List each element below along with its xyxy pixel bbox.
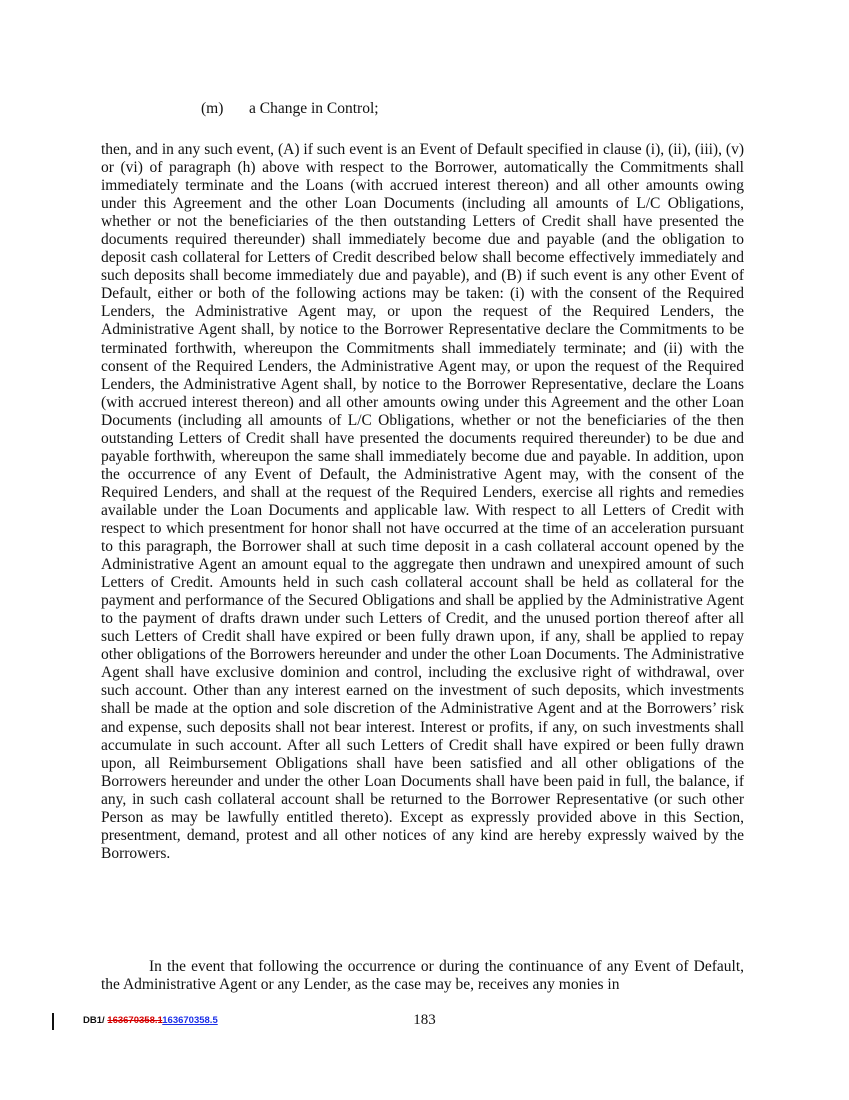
remedies-paragraph: then, and in any such event, (A) if such event is an Event of Default specified in clause (i), (ii), (iii), (v) or (vi) of paragraph (h) above with respect to the Borrower, automatically the Commitments shall immediately terminate and the Loans (with accrued interest thereon) and all other amounts owing under this Agreement and the other Loan Documents (including all amounts of L/C Obligations, whether or not the beneficiaries of the then outstanding Letters of Credit shall have presented the documents required thereunder) shall immediately become due and payable (and the obligation to deposit cash collateral for Letters of Credit described below shall become effectively immediately and such deposits shall become immediately due and payable), and (B) if such event is any other Event of Default, either or both of the following actions may be taken: (i) with the consent of the Required Lenders, the Administrative Agent may, or upon the request of the Required Lenders, the Administrative Agent shall, by notice to the Borrower Representative declare the Commitments to be terminated forthwith, whereupon the Commitments shall immediately terminate; and (ii) with the consent of the Required Lenders, the Administrative Agent may, or upon the request of the Required Lenders, the Administrative Agent shall, by notice to the Borrower Representative, declare the Loans (with accrued interest thereon) and all other amounts owing under this Agreement and the other Loan Documents (including all amounts of L/C Obligations, whether or not the beneficiaries of the then outstanding Letters of Credit shall have presented the documents required thereunder) to be due and payable forthwith, whereupon the same shall immediately become due and payable. In addition, upon the occurrence of any Event of Default, the Administrative Agent may, with the consent of the Required Lenders, and shall at the request of the Required Lenders, exercise all rights and remedies available under the Loan Documents and applicable law. With respect to all Letters of Credit with respect to which presentment for honor shall not have occurred at the time of an acceleration pursuant to this paragraph, the Borrower shall at such time deposit in a cash collateral account opened by the Administrative Agent an amount equal to the aggregate then undrawn and unexpired amount of such Letters of Credit. Amounts held in such cash collateral account shall be held as collateral for the payment and performance of the Secured Obligations and shall be applied by the Administrative Agent to the payment of drafts drawn under such Letters of Credit, and the unused portion thereof after all such Letters of Credit shall have expired or been fully drawn upon, if any, shall be applied to repay other obligations of the Borrowers hereunder and under the other Loan Documents. The Administrative Agent shall have exclusive dominion and control, including the exclusive right of withdrawal, over such account. Other than any interest earned on the investment of such deposits, which investments shall be made at the option and sole discretion of the Administrative Agent and at the Borrowers’ risk and expense, such deposits shall not bear interest. Interest or profits, if any, on such investments shall accumulate in such account. After all such Letters of Credit shall have expired or been fully drawn upon, all Reimbursement Obligations shall have been satisfied and all other obligations of the Borrowers hereunder and under the other Loan Documents shall have been paid in full, the balance, if any, in such cash collateral account shall be returned to the Borrower Representative (or such other Person as may be lawfully entitled thereto). Except as expressly provided above in this Section, presentment, demand, protest and all other notices of any kind are hereby expressly waived by the Borrowers. [101, 141, 744, 862]
clause-m [201, 99, 379, 119]
monies-received-paragraph: In the event that following the occurrence or during the continuance of any Event of Default, the Administrative Agent or any Lender, as the case may be, receives any monies in [101, 958, 744, 994]
clause-m-label: (m) [201, 100, 224, 117]
document-id-prefix: DB1/ [83, 1015, 108, 1026]
document-id-deleted: 163670358.1 [107, 1015, 163, 1026]
page-number: 183 [413, 1012, 436, 1028]
clause-m-text: a Change in Control; [249, 100, 379, 117]
document-id-inserted: 163670358.5 [162, 1015, 218, 1026]
